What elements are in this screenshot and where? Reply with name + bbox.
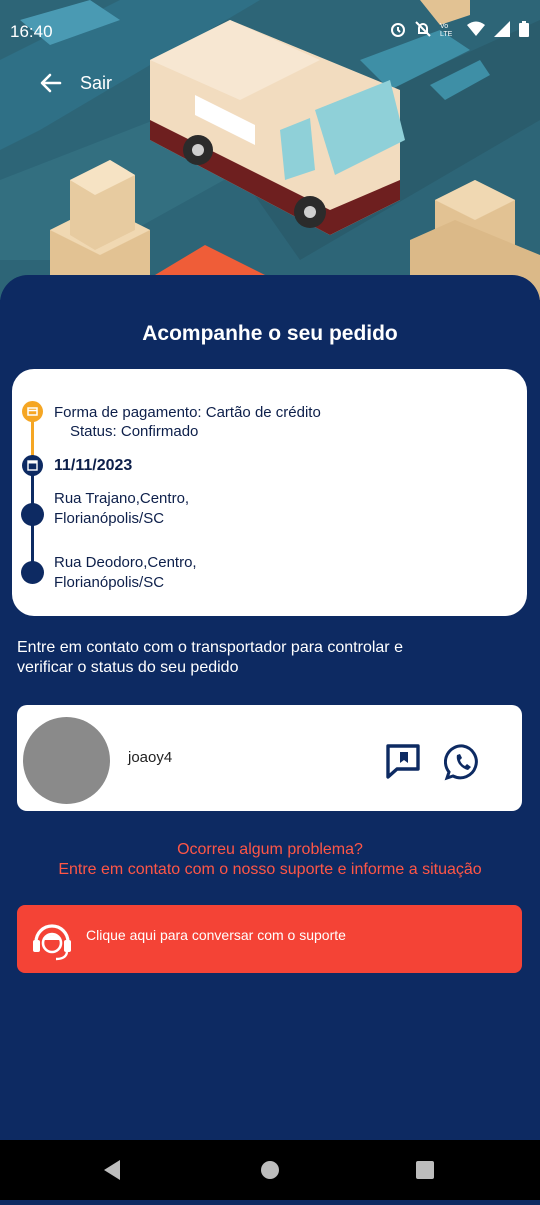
origin-step-dot — [21, 503, 44, 526]
back-label[interactable]: Sair — [80, 72, 113, 93]
origin-address-line2: Florianópolis/SC — [54, 510, 165, 527]
payment-icon — [22, 401, 43, 422]
payment-method: Forma de pagamento: Cartão de crédito — [54, 404, 321, 421]
order-tracking-card — [12, 369, 527, 616]
status-bar — [0, 0, 540, 64]
back-button[interactable] — [38, 70, 112, 96]
calendar-icon — [22, 455, 43, 476]
support-chat-button[interactable] — [17, 905, 522, 973]
destination-step-dot — [21, 561, 44, 584]
payment-step-dot — [22, 401, 43, 422]
problem-question: Ocorreu algum problema? — [177, 841, 363, 858]
problem-instruction: Entre em contato com o nosso suporte e informe a situação — [58, 861, 482, 878]
support-prompt — [0, 840, 540, 880]
destination-address-line1: Rua Deodoro,Centro, — [54, 554, 197, 571]
volte-icon — [439, 20, 459, 38]
date-step-dot — [22, 455, 43, 476]
system-nav-bar — [0, 1140, 540, 1200]
origin-address-line1: Rua Trajano,Centro, — [54, 490, 190, 507]
contact-info-line2: verificar o status do seu pedido — [17, 659, 239, 676]
headset-icon — [30, 918, 74, 962]
order-status: Status: Confirmado — [70, 423, 199, 440]
svg-text:LTE: LTE — [440, 31, 453, 38]
wifi-icon — [466, 20, 486, 38]
system-nav-icons — [0, 1140, 540, 1200]
carrier-card — [17, 705, 522, 811]
nav-home-icon[interactable] — [261, 1161, 279, 1179]
signal-icon — [493, 20, 511, 38]
carrier-username: joaoy4 — [128, 749, 173, 766]
whatsapp-icon[interactable] — [444, 743, 482, 781]
support-button-label[interactable]: Clique aqui para conversar com o suporte — [86, 927, 346, 943]
chat-icon[interactable] — [385, 743, 421, 779]
page-title: Acompanhe o seu pedido — [142, 322, 398, 345]
contact-carrier-info — [17, 638, 527, 678]
nav-back-icon[interactable] — [104, 1160, 120, 1180]
status-time: 16:40 — [10, 22, 53, 41]
mute-icon — [414, 20, 432, 38]
avatar — [23, 717, 110, 804]
back-arrow-icon[interactable] — [38, 70, 64, 96]
destination-address-line2: Florianópolis/SC — [54, 574, 165, 591]
svg-text:Vo: Vo — [440, 23, 449, 30]
status-icons — [389, 20, 530, 38]
contact-info-line1: Entre em contato com o transportador para controlar e — [17, 639, 403, 656]
order-date: 11/11/2023 — [54, 457, 133, 474]
battery-icon — [518, 20, 530, 38]
alarm-icon — [389, 20, 407, 38]
nav-recents-icon[interactable] — [416, 1161, 434, 1179]
